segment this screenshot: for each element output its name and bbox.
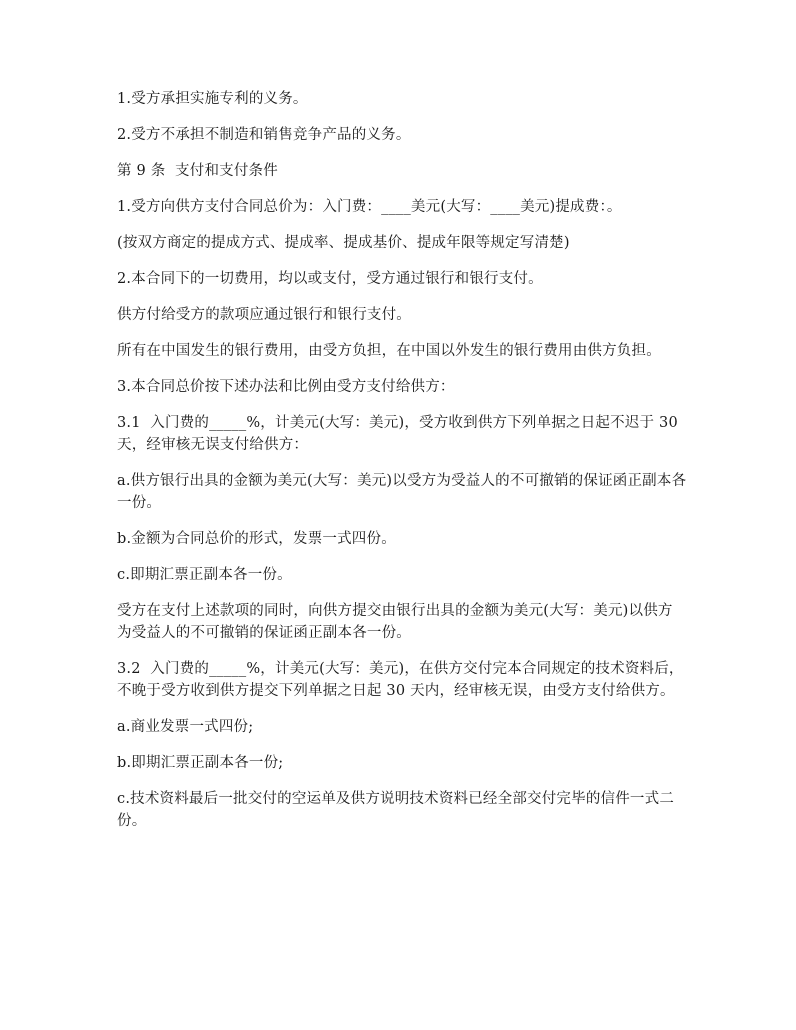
section-heading: 第 9 条 支付和支付条件 [117,163,278,179]
paragraph: 所有在中国发生的银行费用，由受方负担，在中国以外发生的银行费用由供方负担。 [117,343,661,359]
paragraph: 供方付给受方的款项应通过银行和银行支付。 [117,307,411,323]
paragraph: 1.受方承担实施专利的义务。 [117,91,308,107]
paragraph: b.即期汇票正副本各一份; [117,755,284,771]
paragraph: 1.受方向供方支付合同总价为：入门费：____美元(大写：____美元)提成费：。 [117,199,622,215]
paragraph: 2.本合同下的一切费用，均以或支付，受方通过银行和银行支付。 [117,271,543,287]
paragraph: a.商业发票一式四份; [117,719,254,735]
paragraph: 2.受方不承担不制造和销售竞争产品的义务。 [117,127,411,143]
paragraph: c.即期汇票正副本各一份。 [117,567,292,583]
document-page [117,88,687,846]
paragraph: 3.2 入门费的_____%，计美元(大写：美元)，在供方交付完本合同规定的技术资料后，不晚于受方收到供方提交下列单据之日起 30 天内，经审核无误，由受方支付给供方。 [117,661,684,699]
paragraph: (按双方商定的提成方式、提成率、提成基价、提成年限等规定写清楚) [117,235,570,251]
paragraph: b.金额为合同总价的形式，发票一式四份。 [117,531,396,547]
paragraph: 3.本合同总价按下述办法和比例由受方支付给供方： [117,379,455,395]
paragraph: a.供方银行出具的金额为美元(大写：美元)以受方为受益人的不可撤销的保证函正副本各一份。 [117,473,687,511]
paragraph: c.技术资料最后一批交付的空运单及供方说明技术资料已经全部交付完毕的信件一式二份。 [117,791,675,829]
paragraph: 3.1 入门费的_____%，计美元(大写：美元)，受方收到供方下列单据之日起不迟于 30 天，经审核无误支付给供方： [117,415,683,453]
paragraph: 受方在支付上述款项的同时，向供方提交由银行出具的金额为美元(大写：美元)以供方为受益人的不可撤销的保证函正副本各一份。 [117,603,673,641]
